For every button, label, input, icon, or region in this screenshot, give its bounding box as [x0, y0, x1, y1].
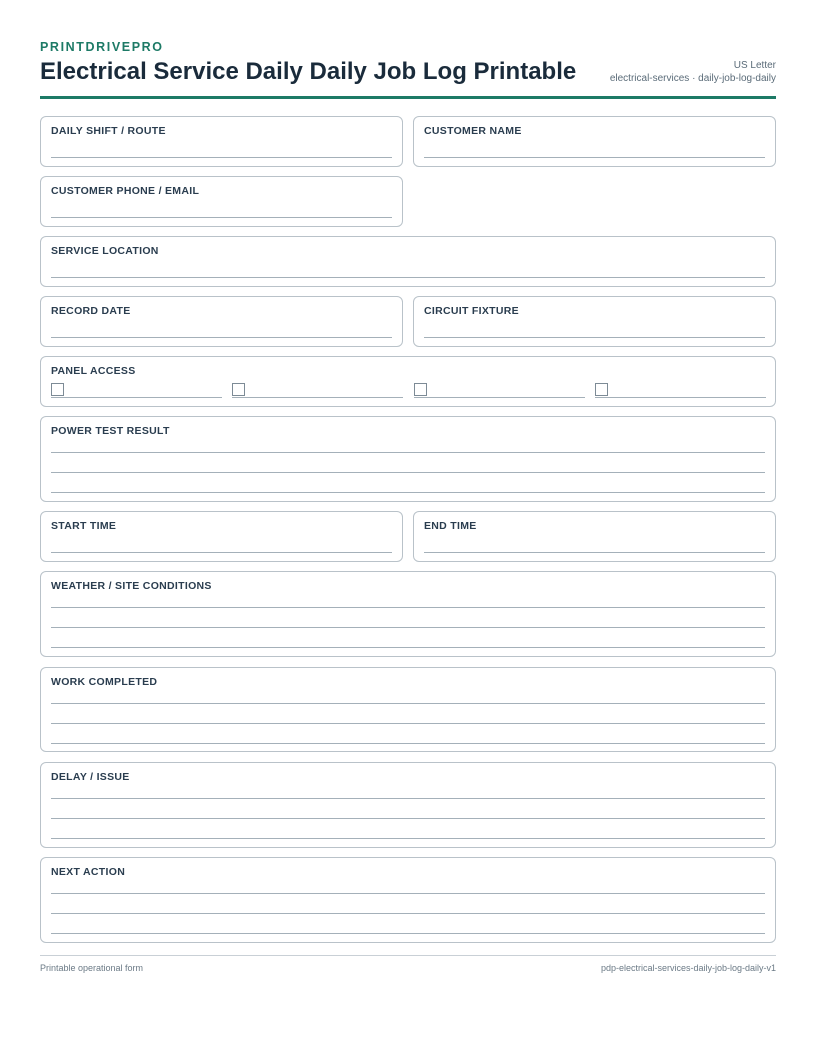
write-line[interactable]: [51, 723, 765, 724]
next-action-field[interactable]: [40, 857, 776, 943]
checkbox[interactable]: [51, 383, 64, 396]
service-location-field[interactable]: [40, 236, 776, 287]
service-location-label: SERVICE LOCATION: [51, 245, 159, 257]
panel-access-label: PANEL ACCESS: [51, 365, 136, 377]
checkbox[interactable]: [595, 383, 608, 396]
start-time-label: START TIME: [51, 520, 117, 532]
daily-shift-route-label: DAILY SHIFT / ROUTE: [51, 125, 166, 137]
panel-access-option[interactable]: [414, 383, 585, 398]
write-line[interactable]: [51, 818, 765, 819]
write-line[interactable]: [51, 277, 765, 278]
footer-divider: [40, 955, 776, 956]
write-line[interactable]: [51, 452, 765, 453]
daily-shift-route-field[interactable]: [40, 116, 403, 167]
customer-phone-email-label: CUSTOMER PHONE / EMAIL: [51, 185, 200, 197]
write-line[interactable]: [51, 913, 765, 914]
write-line[interactable]: [51, 492, 765, 493]
circuit-fixture-label: CIRCUIT FIXTURE: [424, 305, 519, 317]
write-line[interactable]: [51, 838, 765, 839]
write-line[interactable]: [51, 933, 765, 934]
write-line[interactable]: [51, 607, 765, 608]
write-line[interactable]: [51, 472, 765, 473]
work-completed-label: WORK COMPLETED: [51, 676, 158, 688]
write-line[interactable]: [51, 217, 392, 218]
write-line[interactable]: [51, 337, 392, 338]
customer-name-label: CUSTOMER NAME: [424, 125, 522, 137]
next-action-label: NEXT ACTION: [51, 866, 126, 878]
write-line[interactable]: [51, 893, 765, 894]
paper-size-label: US Letter: [733, 60, 776, 71]
power-test-result-field[interactable]: [40, 416, 776, 502]
record-date-field[interactable]: [40, 296, 403, 347]
footer-form-id: pdp-electrical-services-daily-job-log-daily-v1: [600, 963, 776, 973]
header-divider: [40, 96, 776, 99]
write-line[interactable]: [51, 743, 765, 744]
write-line[interactable]: [51, 157, 392, 158]
footer-description: Printable operational form: [40, 963, 144, 973]
end-time-field[interactable]: [413, 511, 776, 562]
write-line[interactable]: [51, 552, 392, 553]
end-time-label: END TIME: [424, 520, 477, 532]
panel-access-option[interactable]: [595, 383, 766, 398]
checkbox[interactable]: [414, 383, 427, 396]
write-line: [232, 397, 403, 398]
write-line: [414, 397, 585, 398]
power-test-result-label: POWER TEST RESULT: [51, 425, 170, 437]
write-line[interactable]: [51, 703, 765, 704]
start-time-field[interactable]: [40, 511, 403, 562]
brand-name: PRINTDRIVEPRO: [40, 40, 164, 54]
write-line[interactable]: [424, 337, 765, 338]
panel-access-option[interactable]: [232, 383, 403, 398]
weather-site-conditions-label: WEATHER / SITE CONDITIONS: [51, 580, 212, 592]
customer-phone-email-field[interactable]: [40, 176, 403, 227]
record-date-label: RECORD DATE: [51, 305, 131, 317]
circuit-fixture-field[interactable]: [413, 296, 776, 347]
page-meta: [610, 59, 776, 85]
page-title: Electrical Service Daily Daily Job Log Printable: [40, 58, 577, 85]
form-slug-label: electrical-services · daily-job-log-daily: [609, 73, 776, 84]
write-line[interactable]: [51, 647, 765, 648]
delay-issue-field[interactable]: [40, 762, 776, 848]
write-line: [595, 397, 766, 398]
write-line[interactable]: [51, 798, 765, 799]
panel-access-field: [40, 356, 776, 407]
weather-site-conditions-field[interactable]: [40, 571, 776, 657]
delay-issue-label: DELAY / ISSUE: [51, 771, 130, 783]
write-line[interactable]: [51, 627, 765, 628]
work-completed-field[interactable]: [40, 667, 776, 752]
customer-name-field[interactable]: [413, 116, 776, 167]
write-line[interactable]: [424, 157, 765, 158]
checkbox[interactable]: [232, 383, 245, 396]
write-line: [51, 397, 222, 398]
panel-access-option[interactable]: [51, 383, 222, 398]
write-line[interactable]: [424, 552, 765, 553]
